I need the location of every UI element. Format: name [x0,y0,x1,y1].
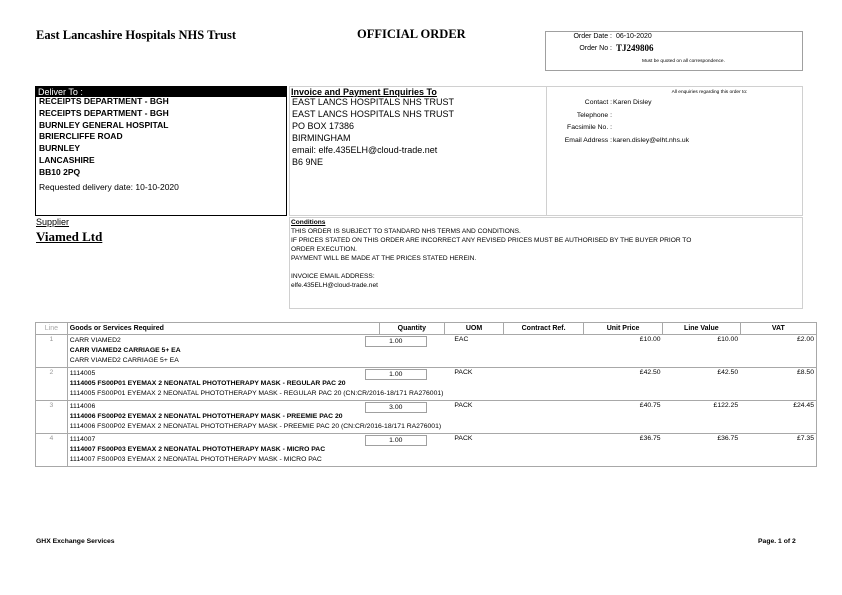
col-contract: Contract Ref. [504,323,584,335]
line-value: £36.75 [717,435,739,442]
email-value: karen.disley@elht.nhs.uk [613,136,690,144]
order-info-box [545,31,803,71]
address-line: RECEIPTS DEPARTMENT - BGH [39,107,169,118]
col-unit-price: Unit Price [584,323,663,335]
condition-line: elfe.435ELH@cloud-trade.net [291,282,378,289]
col-uom: UOM [444,323,503,335]
condition-line: ORDER EXECUTION. [291,246,357,253]
telephone-label: Telephone : [576,111,612,119]
contact-row [547,99,802,112]
goods-cell [67,434,444,467]
quantity-value: 1.00 [365,369,427,380]
contract-value [504,335,584,368]
goods-description: 1114007 FS00P03 EYEMAX 2 NEONATAL PHOTOTHERAPY MASK - MICRO PAC [69,456,322,463]
invoice-line: email: elfe.435ELH@cloud-trade.net [292,144,438,155]
goods-description: 1114007 FS00P03 EYEMAX 2 NEONATAL PHOTOTHERAPY MASK - MICRO PAC [69,446,326,453]
col-quantity: Quantity [379,323,444,335]
conditions-box [289,217,803,309]
uom-value: PACK [454,402,473,409]
condition-line: THIS ORDER IS SUBJECT TO STANDARD NHS TERMS AND CONDITIONS. [291,228,521,235]
table-row [36,401,817,434]
contract-value [504,368,584,401]
goods-description: CARR VIAMED2 [69,337,121,344]
vat-value: £8.50 [796,369,814,376]
invoice-title: Invoice and Payment Enquiries To [291,87,437,97]
deliver-to-box [35,86,287,216]
email-label: Email Address : [564,136,612,144]
uom-value: EAC [454,336,469,343]
address-line: BB10 2PQ [39,166,81,177]
supplier-name: Viamed Ltd [36,229,103,244]
invoice-box [289,86,547,216]
contact-box [546,86,803,216]
invoice-line: PO BOX 17386 [292,120,355,131]
invoice-line: EAST LANCS HOSPITALS NHS TRUST [292,108,455,119]
table-row [36,335,817,368]
condition-line: IF PRICES STATED ON THIS ORDER ARE INCORRECT ANY REVISED PRICES MUST BE AUTHORISED BY THE BUYER PRIOR TO [291,237,692,244]
unit-price-value: £36.75 [639,435,661,442]
vat-value: £24.45 [793,402,814,409]
col-vat: VAT [740,323,816,335]
goods-description: CARR VIAMED2 CARRIAGE 5+ EA [69,357,179,364]
deliver-to-title: Deliver To : [36,87,286,97]
goods-description: 1114006 [69,403,96,410]
line-number: 1 [36,335,68,368]
line-number: 4 [36,434,68,467]
telephone-row [547,112,802,125]
col-goods: Goods or Services Required [67,323,379,335]
table-header-row [36,323,817,335]
order-items-table [35,322,817,467]
invoice-line: EAST LANCS HOSPITALS NHS TRUST [292,97,455,107]
address-line: BRIERCLIFFE ROAD [39,131,123,142]
condition-line: PAYMENT WILL BE MADE AT THE PRICES STATED HEREIN. [291,255,477,262]
table-row [36,368,817,401]
line-value: £122.25 [713,402,739,409]
contact-label: Contact : [584,99,612,106]
goods-description: 1114006 FS00P02 EYEMAX 2 NEONATAL PHOTOTHERAPY MASK - PREEMIE PAC 20 [69,413,343,420]
page-number: Page. 1 of 2 [758,538,796,545]
email-row [547,137,802,150]
unit-price-value: £42.50 [639,369,661,376]
unit-price-value: £40.75 [639,402,661,409]
contract-value [504,401,584,434]
invoice-line: B6 9NE [292,156,324,167]
goods-description: CARR VIAMED2 CARRIAGE 5+ EA [69,347,181,354]
quantity-value: 1.00 [365,435,427,446]
quantity-value: 1.00 [365,336,427,347]
facsimile-row [547,124,802,137]
goods-description: 1114005 FS00P01 EYEMAX 2 NEONATAL PHOTOTHERAPY MASK - REGULAR PAC 20 [69,380,346,387]
order-date-value: 06-10-2020 [616,33,652,40]
table-row [36,434,817,467]
goods-description: 1114005 FS00P01 EYEMAX 2 NEONATAL PHOTOTHERAPY MASK - REGULAR PAC 20 (CN:CR/2016-18/171 RA276001) [69,390,444,397]
supplier-title: Supplier [36,217,70,227]
goods-cell [67,401,444,434]
conditions-title: Conditions [291,219,326,226]
order-no-value: TJ249806 [616,43,654,53]
line-value: £10.00 [717,336,739,343]
uom-value: PACK [454,369,473,376]
contract-value [504,434,584,467]
condition-spacer [290,263,802,272]
address-line: BURNLEY GENERAL HOSPITAL [39,119,169,130]
order-date-label: Order Date : [573,33,612,40]
footer-service: GHX Exchange Services [36,538,115,545]
goods-description: 1114007 [69,436,96,443]
line-value: £42.50 [717,369,739,376]
address-line: LANCASHIRE [39,154,95,165]
facsimile-label: Facsimile No. : [567,124,612,131]
unit-price-value: £10.00 [639,336,661,343]
condition-line: INVOICE EMAIL ADDRESS: [291,273,375,280]
col-line-value: Line Value [663,323,741,335]
goods-description: 1114006 FS00P02 EYEMAX 2 NEONATAL PHOTOTHERAPY MASK - PREEMIE PAC 20 (CN:CR/2016-18/171 RA276001) [69,423,442,430]
col-line: Line [36,323,68,335]
goods-description: 1114005 [69,370,96,377]
invoice-line: BIRMINGHAM [292,132,351,143]
document-title: OFFICIAL ORDER [357,27,466,41]
uom-value: PACK [454,435,473,442]
vat-value: £7.35 [796,435,814,442]
order-note: Must be quoted on all correspondence. [642,59,725,64]
line-number: 2 [36,368,68,401]
vat-value: £2.00 [796,336,814,343]
goods-cell [67,335,444,368]
deliver-address [36,96,286,179]
trust-name: East Lancashire Hospitals NHS Trust [36,28,237,42]
requested-delivery-date: Requested delivery date: 10-10-2020 [39,181,179,192]
line-number: 3 [36,401,68,434]
address-line: BURNLEY [39,143,81,154]
quantity-value: 3.00 [365,402,427,413]
contact-value: Karen Disley [613,99,652,106]
order-no-label: Order No : [579,45,612,52]
contact-title: All enquiries regarding this order to: [671,90,748,95]
address-line: RECEIPTS DEPARTMENT - BGH [39,96,169,106]
goods-cell [67,368,444,401]
